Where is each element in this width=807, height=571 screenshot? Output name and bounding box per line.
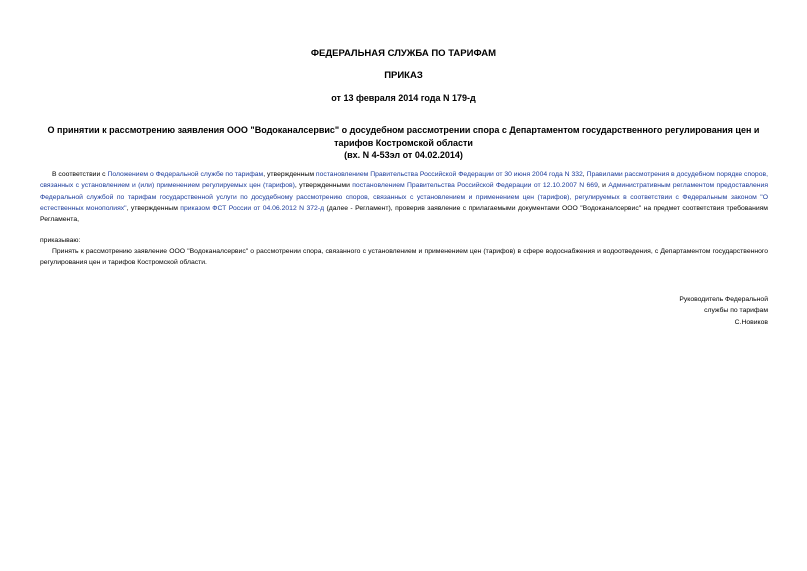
paragraph-order-keyword: приказываю:: [40, 237, 81, 244]
signature-line-2: службы по тарифам: [704, 307, 768, 315]
subject-line-2: тарифов Костромской области: [334, 137, 473, 148]
document-subject: [0, 124, 807, 162]
document-date-number: от 13 февраля 2014 года N 179-д: [331, 93, 476, 103]
agency-title: ФЕДЕРАЛЬНАЯ СЛУЖБА ПО ТАРИФАМ: [310, 48, 497, 59]
preamble-text-2: , утвержденным: [263, 171, 316, 178]
subject-line-3: (вх. N 4-53эл от 04.02.2014): [344, 150, 463, 160]
link-fst-regulation[interactable]: Положением о Федеральной службе по тарифам: [107, 171, 264, 178]
document-type: ПРИКАЗ: [384, 70, 423, 81]
preamble-text-3: ,: [582, 171, 587, 178]
preamble-text-1: В соответствии с: [52, 171, 108, 178]
preamble-text-4: , утвержденными: [294, 182, 353, 190]
link-fst-order-372[interactable]: приказом ФСТ России от 04.06.2012 N 372-д: [180, 204, 325, 212]
signature-line-1: Руководитель Федеральной: [679, 296, 768, 303]
link-government-decree-669[interactable]: постановлением Правительства Российской Федерации от 12.10.2007 N 669: [352, 182, 598, 190]
paragraph-preamble: [40, 169, 768, 225]
preamble-text-5: , и: [597, 182, 609, 190]
signature-name: С.Новиков: [734, 318, 768, 326]
link-government-decree-332[interactable]: постановлением Правительства Российской Федерации от 30 июня 2004 года N 332: [315, 171, 583, 178]
subject-line-1: О принятии к рассмотрению заявления ООО "Водоканалсервис" о досудебном рассмотрении спора с Департаментом государственного регулирования цен и: [47, 125, 760, 135]
signature-block: [679, 294, 768, 328]
link-administrative-regulation[interactable]: Административным регламентом предоставления Федеральной службой по тарифам государственной услуги по досудебному рассмотрению споров, связанных с установлением и применением цен (тарифов), регулируемых в соответствии с Федеральным законом "О естественных монополиях": [40, 182, 769, 212]
paragraph-decision: Принять к рассмотрению заявление ООО "Водоканалсервис" о рассмотрении спора, связанного с установлением и применением цен (тарифов) в сфере водоснабжения и водоотведения, с Департаментом государственного регулирования цен и тарифов Костромской области.: [40, 248, 768, 267]
link-pretrial-dispute-rules[interactable]: Правилами рассмотрения в досудебном порядке споров, связанных с установлением и (или) применением регулируемых цен (тарифов): [40, 171, 768, 190]
preamble-text-7: (далее - Регламент), проверив заявление с прилагаемыми документами ООО "Водоканалсервис" на предмет соответствия требованиям Регламента,: [40, 204, 768, 224]
preamble-text-6: , утвержденным: [126, 204, 181, 212]
